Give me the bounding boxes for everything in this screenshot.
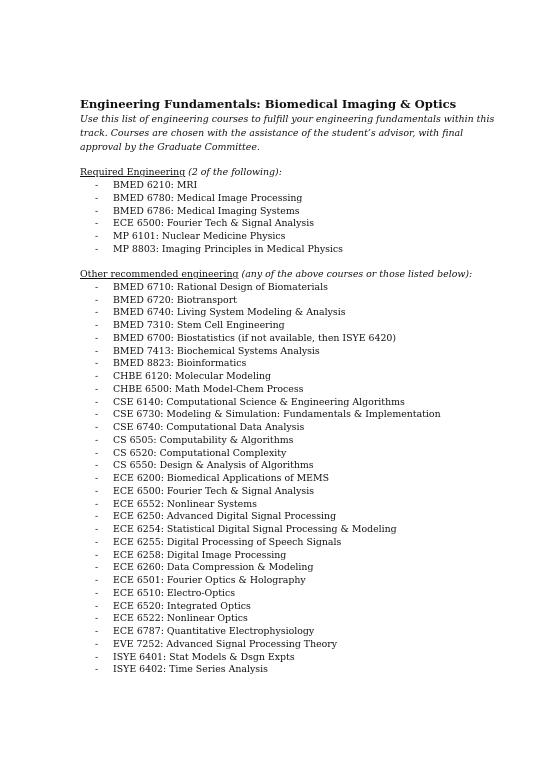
course-name: CS 6505: Computability & Algorithms — [113, 434, 294, 446]
list-bullet: - — [95, 422, 99, 434]
list-bullet: - — [95, 281, 99, 293]
course-list-item — [80, 588, 480, 601]
course-list-item — [80, 193, 480, 206]
course-list-item — [80, 384, 480, 397]
course-list-item — [80, 218, 480, 231]
course-name: BMED 6780: Medical Image Processing — [113, 192, 303, 204]
course-list-item — [80, 231, 480, 244]
other-course-list — [80, 282, 480, 677]
list-bullet: - — [95, 383, 99, 395]
list-bullet: - — [95, 192, 99, 204]
list-bullet: - — [95, 396, 99, 408]
required-heading — [80, 167, 480, 180]
list-bullet: - — [95, 320, 99, 332]
course-list-item — [80, 397, 480, 410]
list-bullet: - — [95, 447, 99, 459]
required-heading-note: (2 of the following): — [185, 167, 282, 179]
course-name: BMED 6740: Living System Modeling & Analysis — [113, 307, 346, 319]
required-course-list — [80, 180, 480, 257]
course-list-item — [80, 511, 480, 524]
course-list-item — [80, 282, 480, 295]
list-bullet: - — [95, 231, 99, 243]
list-bullet: - — [95, 294, 99, 306]
course-list-item — [80, 320, 480, 333]
list-bullet: - — [95, 626, 99, 638]
course-name: ECE 6520: Integrated Optics — [113, 600, 251, 612]
course-list-item — [80, 180, 480, 193]
course-name: CSE 6730: Modeling & Simulation: Fundamentals & Implementation — [113, 409, 441, 421]
course-name: ISYE 6402: Time Series Analysis — [113, 664, 268, 676]
list-bullet: - — [95, 332, 99, 344]
course-name: ECE 6552: Nonlinear Systems — [113, 498, 257, 510]
list-bullet: - — [95, 562, 99, 574]
intro-line: track. Courses are chosen with the assistance of the student’s advisor, with final — [80, 127, 464, 139]
course-list-item — [80, 524, 480, 537]
course-name: BMED 7310: Stem Cell Engineering — [113, 320, 285, 332]
course-name: CSE 6140: Computational Science & Engineering Algorithms — [113, 396, 405, 408]
list-bullet: - — [95, 473, 99, 485]
course-name: MP 8803: Imaging Principles in Medical Physics — [113, 243, 343, 255]
list-bullet: - — [95, 575, 99, 587]
course-list-item — [80, 664, 480, 677]
list-bullet: - — [95, 651, 99, 663]
course-name: CSE 6740: Computational Data Analysis — [113, 422, 305, 434]
course-list-item — [80, 295, 480, 308]
course-name: ECE 6500: Fourier Tech & Signal Analysis — [113, 218, 315, 230]
other-heading-note: (any of the above courses or those listed below): — [238, 269, 473, 281]
list-bullet: - — [95, 434, 99, 446]
other-heading — [80, 269, 480, 282]
course-list-item — [80, 537, 480, 550]
list-bullet: - — [95, 243, 99, 255]
course-name: BMED 6700: Biostatistics (if not available, then ISYE 6420) — [113, 332, 397, 344]
other-heading-label: Other recommended engineering — [80, 269, 239, 281]
list-bullet: - — [95, 460, 99, 472]
course-list-item — [80, 499, 480, 512]
list-bullet: - — [95, 345, 99, 357]
course-name: ECE 6255: Digital Processing of Speech Signals — [113, 536, 342, 548]
course-list-item — [80, 460, 480, 473]
course-name: ECE 6260: Data Compression & Modeling — [113, 562, 314, 574]
other-section — [80, 269, 480, 677]
list-bullet: - — [95, 638, 99, 650]
list-bullet: - — [95, 180, 99, 192]
list-bullet: - — [95, 371, 99, 383]
course-name: ECE 6787: Quantitative Electrophysiology — [113, 626, 315, 638]
course-list-item — [80, 550, 480, 563]
course-list-item — [80, 601, 480, 614]
list-bullet: - — [95, 205, 99, 217]
intro-paragraph — [80, 113, 495, 154]
list-bullet: - — [95, 613, 99, 625]
intro-line: approval by the Graduate Committee. — [80, 141, 260, 153]
course-name: ECE 6500: Fourier Tech & Signal Analysis — [113, 485, 315, 497]
course-list-item — [80, 562, 480, 575]
course-name: ECE 6250: Advanced Digital Signal Processing — [113, 511, 337, 523]
document-page — [80, 97, 495, 677]
course-name: BMED 6710: Rational Design of Biomaterials — [113, 281, 328, 293]
course-name: CS 6520: Computational Complexity — [113, 447, 287, 459]
list-bullet: - — [95, 307, 99, 319]
course-list-item — [80, 473, 480, 486]
course-name: ISYE 6401: Stat Models & Dsgn Expts — [113, 651, 295, 663]
course-name: CS 6550: Design & Analysis of Algorithms — [113, 460, 314, 472]
list-bullet: - — [95, 524, 99, 536]
list-bullet: - — [95, 587, 99, 599]
course-list-item — [80, 346, 480, 359]
course-list-item — [80, 626, 480, 639]
list-bullet: - — [95, 664, 99, 676]
intro-line: Use this list of engineering courses to fulfill your engineering fundamentals within this — [80, 114, 495, 125]
course-name: EVE 7252: Advanced Signal Processing Theory — [113, 638, 338, 650]
list-bullet: - — [95, 600, 99, 612]
document-title: Engineering Fundamentals: Biomedical Imaging & Optics — [80, 97, 457, 111]
course-name: ECE 6522: Nonlinear Optics — [113, 613, 248, 625]
course-name: ECE 6254: Statistical Digital Signal Processing & Modeling — [113, 524, 397, 536]
course-list-item — [80, 409, 480, 422]
course-list-item — [80, 486, 480, 499]
course-list-item — [80, 206, 480, 219]
course-name: CHBE 6120: Molecular Modeling — [113, 371, 272, 383]
course-name: BMED 6786: Medical Imaging Systems — [113, 205, 300, 217]
course-list-item — [80, 448, 480, 461]
course-name: ECE 6258: Digital Image Processing — [113, 549, 287, 561]
list-bullet: - — [95, 218, 99, 230]
course-list-item — [80, 422, 480, 435]
list-bullet: - — [95, 511, 99, 523]
course-list-item — [80, 307, 480, 320]
course-name: MP 6101: Nuclear Medicine Physics — [113, 231, 286, 243]
course-list-item — [80, 435, 480, 448]
required-section — [80, 167, 480, 256]
course-list-item — [80, 371, 480, 384]
course-name: BMED 7413: Biochemical Systems Analysis — [113, 345, 320, 357]
course-list-item — [80, 244, 480, 257]
list-bullet: - — [95, 549, 99, 561]
list-bullet: - — [95, 358, 99, 370]
course-name: BMED 6210: MRI — [113, 180, 198, 192]
course-name: ECE 6200: Biomedical Applications of MEMS — [113, 473, 330, 485]
list-bullet: - — [95, 536, 99, 548]
course-list-item — [80, 358, 480, 371]
required-heading-label: Required Engineering — [80, 167, 186, 179]
course-name: BMED 8823: Bioinformatics — [113, 358, 247, 370]
list-bullet: - — [95, 485, 99, 497]
course-name: ECE 6510: Electro-Optics — [113, 587, 236, 599]
course-name: CHBE 6500: Math Model-Chem Process — [113, 383, 304, 395]
list-bullet: - — [95, 498, 99, 510]
course-list-item — [80, 613, 480, 626]
course-list-item — [80, 333, 480, 346]
course-name: ECE 6501: Fourier Optics & Holography — [113, 575, 306, 587]
course-list-item — [80, 639, 480, 652]
course-list-item — [80, 652, 480, 665]
list-bullet: - — [95, 409, 99, 421]
course-name: BMED 6720: Biotransport — [113, 294, 237, 306]
course-list-item — [80, 575, 480, 588]
